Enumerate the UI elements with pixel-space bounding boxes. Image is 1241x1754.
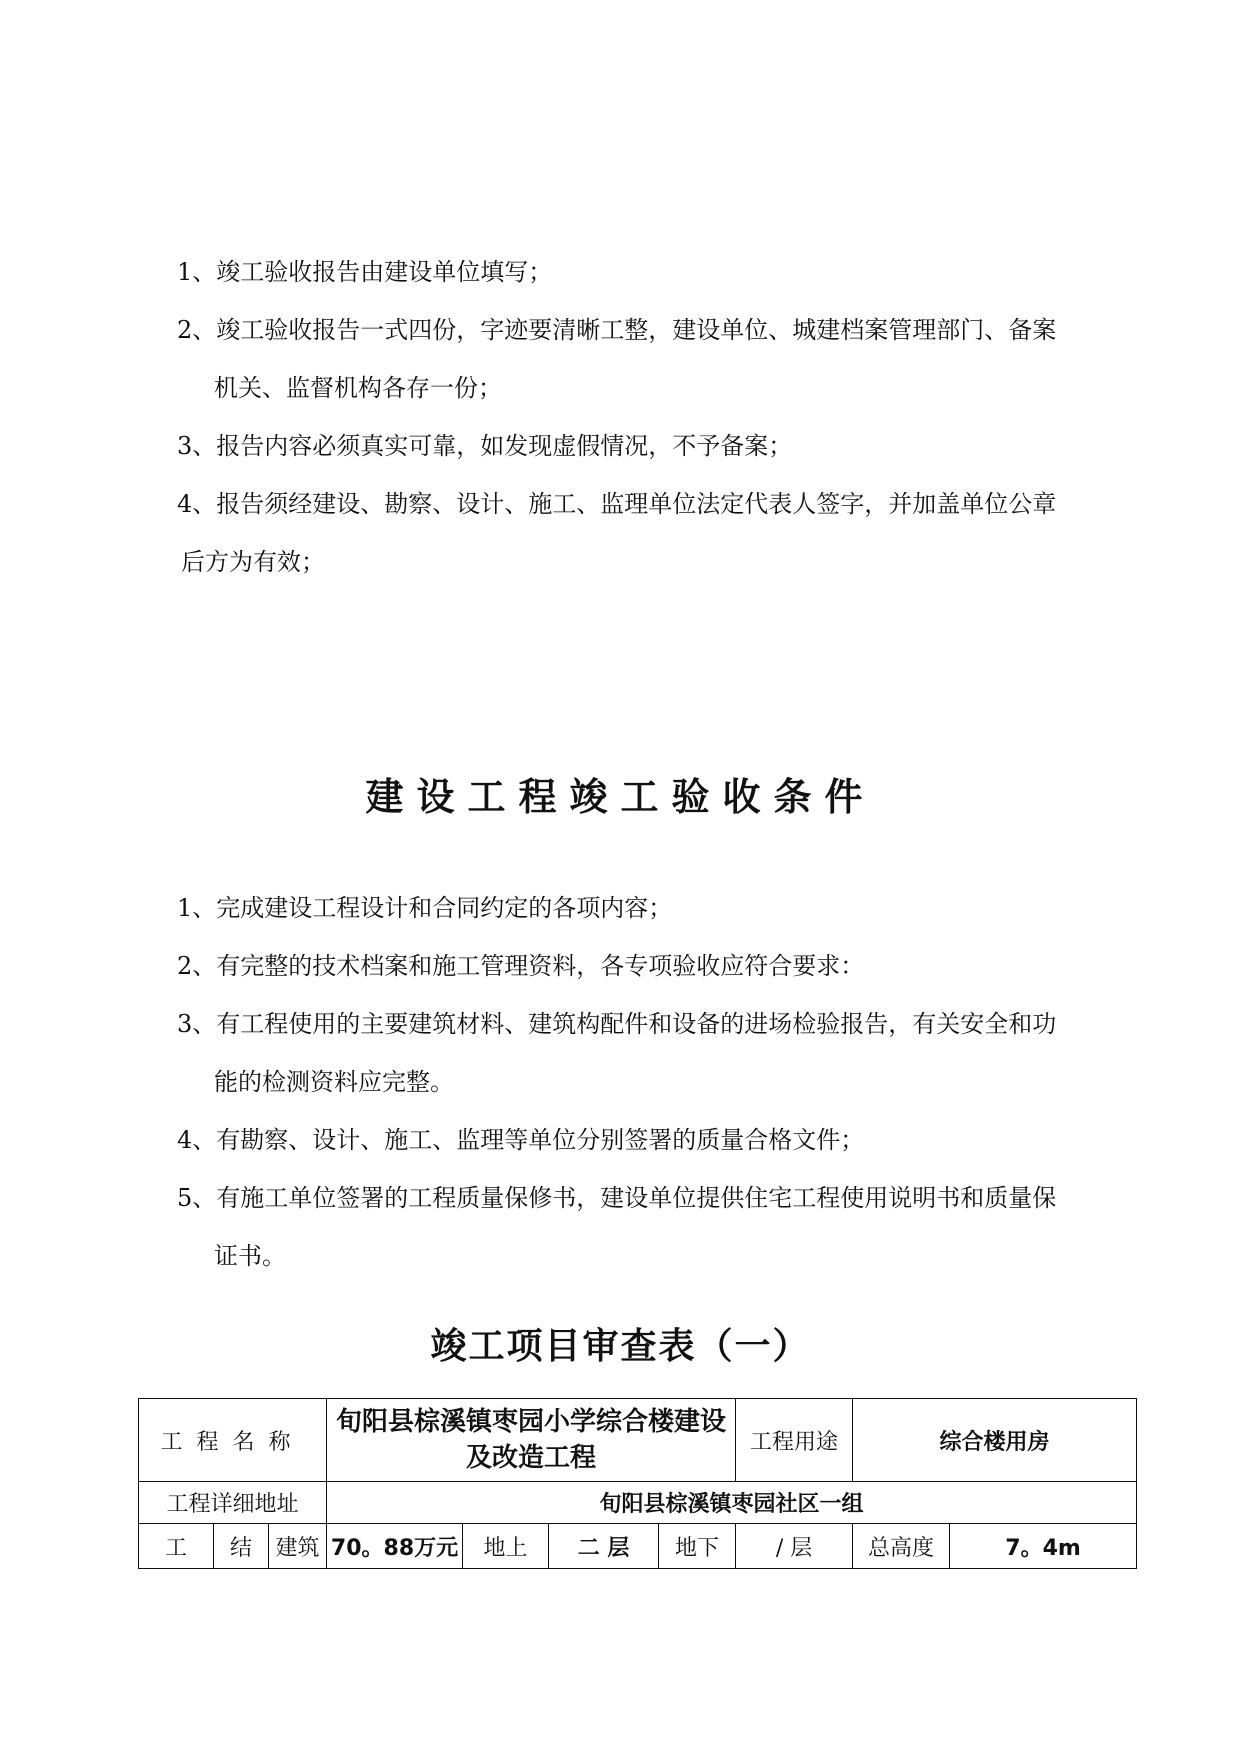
note-1: 1、竣工验收报告由建设单位填写； — [177, 258, 553, 286]
row3-cell-1: 工 — [139, 1524, 214, 1569]
condition-3-continued: 能的检测资料应完整。 — [214, 1068, 454, 1096]
project-name-label: 工程名称 — [160, 1429, 305, 1455]
note-3: 3、报告内容必须真实可靠，如发现虚假情况，不予备案； — [177, 432, 793, 460]
note-4: 4、报告须经建设、勘察、设计、施工、监理单位法定代表人签字，并加盖单位公章 — [177, 490, 1057, 518]
table-title: 竣工项目审查表（一） — [430, 1326, 811, 1367]
note-2-continued: 机关、监督机构各存一份； — [214, 374, 502, 402]
condition-5-continued: 证书。 — [214, 1242, 286, 1270]
condition-5: 5、有施工单位签署的工程质量保修书，建设单位提供住宅工程使用说明书和质量保 — [177, 1184, 1057, 1212]
project-name-line-1: 旬阳县棕溪镇枣园小学综合楼建设 — [336, 1407, 727, 1437]
condition-2: 2、有完整的技术档案和施工管理资料，各专项验收应符合要求： — [177, 952, 865, 980]
row3-cell-3: 建筑 — [269, 1524, 327, 1569]
table-row — [139, 1482, 1137, 1524]
address-value: 旬阳县棕溪镇枣园社区一组 — [327, 1482, 1137, 1524]
note-2: 2、竣工验收报告一式四份，字迹要清晰工整，建设单位、城建档案管理部门、备案 — [177, 316, 1057, 344]
conditions-title: 建设工程竣工验收条件 — [365, 775, 876, 819]
condition-1: 1、完成建设工程设计和合同约定的各项内容； — [177, 894, 673, 922]
building-cost-value: 70。88万元 — [327, 1524, 463, 1569]
below-ground-value: / 层 — [736, 1524, 853, 1569]
condition-4: 4、有勘察、设计、施工、监理等单位分别签署的质量合格文件； — [177, 1126, 865, 1154]
condition-3: 3、有工程使用的主要建筑材料、建筑构配件和设备的进场检验报告，有关安全和功 — [177, 1010, 1057, 1038]
project-use-label: 工程用途 — [736, 1399, 853, 1482]
project-name-label-cell — [139, 1399, 327, 1482]
total-height-label: 总高度 — [853, 1524, 950, 1569]
above-ground-value: 二 层 — [549, 1524, 659, 1569]
table-row — [139, 1399, 1137, 1482]
table-row — [139, 1524, 1137, 1569]
review-table — [138, 1398, 1137, 1569]
total-height-value: 7。4m — [950, 1524, 1137, 1569]
above-ground-label: 地上 — [463, 1524, 549, 1569]
project-use-value: 综合楼用房 — [853, 1399, 1137, 1482]
project-name-value-cell — [327, 1399, 736, 1482]
project-name-line-2: 及改造工程 — [466, 1443, 597, 1473]
below-ground-label: 地下 — [659, 1524, 736, 1569]
address-label: 工程详细地址 — [139, 1482, 327, 1524]
note-4-continued: 后方为有效； — [181, 548, 325, 576]
row3-cell-2: 结 — [214, 1524, 269, 1569]
